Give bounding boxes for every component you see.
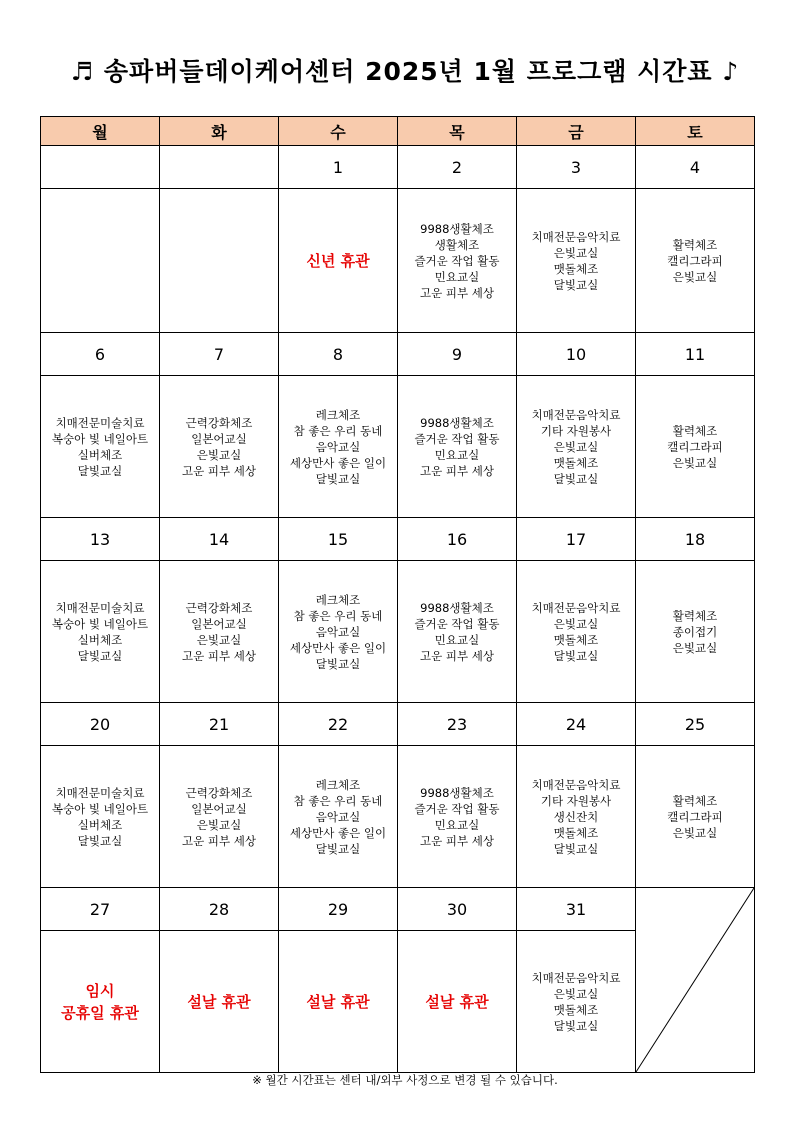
date-cell: 28 [160,888,279,931]
program-row [41,561,755,703]
closure-label: 설날 휴관 [425,992,489,1011]
program-cell [41,746,160,888]
program-item: 치매전문음악치료 [531,407,621,422]
date-cell: 4 [636,146,755,189]
program-item: 맷돌체조 [553,1002,599,1017]
program-item: 레크체조 [315,407,361,422]
program-item: 은빛교실 [553,439,599,454]
program-item: 음악교실 [315,439,361,454]
date-row [41,703,755,746]
program-item: 9988생활체조 [420,221,494,236]
program-cell [517,376,636,518]
program-item: 민요교실 [434,632,480,647]
program-item: 치매전문음악치료 [531,777,621,792]
program-item: 즐거운 작업 활동 [414,253,500,268]
program-item: 즐거운 작업 활동 [414,616,500,631]
program-item: 은빛교실 [196,447,242,462]
program-cell [636,189,755,333]
program-cell [41,189,160,333]
program-item: 치매전문음악치료 [531,970,621,985]
date-cell: 17 [517,518,636,561]
program-cell [279,376,398,518]
program-item: 실버체조 [77,632,123,647]
program-cell [41,561,160,703]
program-item: 고운 피부 세상 [420,463,494,478]
date-cell: 23 [398,703,517,746]
program-item: 참 좋은 우리 동네 [293,793,383,808]
program-item: 캘리그라피 [667,809,723,824]
program-cell [636,376,755,518]
date-cell: 13 [41,518,160,561]
program-item: 9988생활체조 [420,785,494,800]
program-cell [398,561,517,703]
closure-cell [279,931,398,1073]
closure-label: 설날 휴관 [306,992,370,1011]
program-cell [160,561,279,703]
program-item: 참 좋은 우리 동네 [293,423,383,438]
program-cell [517,746,636,888]
program-item: 은빛교실 [553,986,599,1001]
program-item: 은빛교실 [553,245,599,260]
date-row [41,146,755,189]
program-cell [279,561,398,703]
program-item: 근력강화체조 [185,415,253,430]
program-item: 치매전문음악치료 [531,600,621,615]
date-cell: 31 [517,888,636,931]
program-cell [398,189,517,333]
program-item: 근력강화체조 [185,785,253,800]
program-cell [517,561,636,703]
date-cell: 9 [398,333,517,376]
program-item: 세상만사 좋은 일이 [289,455,387,470]
program-item: 고운 피부 세상 [420,285,494,300]
date-cell: 10 [517,333,636,376]
program-item: 은빛교실 [196,817,242,832]
program-cell [160,376,279,518]
date-cell: 15 [279,518,398,561]
program-item: 맷돌체조 [553,825,599,840]
program-item: 고운 피부 세상 [182,463,256,478]
date-cell: 20 [41,703,160,746]
program-item: 고운 피부 세상 [182,648,256,663]
date-cell: 7 [160,333,279,376]
program-item: 달빛교실 [553,648,599,663]
program-item: 달빛교실 [315,656,361,671]
program-item: 은빛교실 [672,269,718,284]
program-item: 은빛교실 [672,455,718,470]
program-item: 생신잔치 [553,809,599,824]
program-item: 민요교실 [434,269,480,284]
program-item: 근력강화체조 [185,600,253,615]
weekday-header: 금 [517,117,636,146]
date-cell: 6 [41,333,160,376]
schedule-table [40,116,755,1073]
date-cell: 14 [160,518,279,561]
program-item: 캘리그라피 [667,253,723,268]
program-cell [398,376,517,518]
program-item: 활력체조 [672,423,718,438]
program-item: 달빛교실 [553,841,599,856]
program-cell [160,746,279,888]
closure-label: 설날 휴관 [187,992,251,1011]
program-item: 기타 자원봉사 [540,423,612,438]
page-title: ♬ 송파버들데이케어센터 2025년 1월 프로그램 시간표 ♪ [70,57,740,86]
date-cell: 18 [636,518,755,561]
program-item: 활력체조 [672,608,718,623]
closure-label: 임시 [85,981,115,1000]
program-item: 생활체조 [434,237,480,252]
program-cell [636,746,755,888]
date-cell: 29 [279,888,398,931]
date-cell: 8 [279,333,398,376]
program-item: 일본어교실 [191,801,247,816]
closure-label: 공휴일 휴관 [61,1003,139,1022]
program-cell [160,189,279,333]
closure-cell [398,931,517,1073]
program-item: 실버체조 [77,447,123,462]
program-item: 은빛교실 [196,632,242,647]
program-cell [279,746,398,888]
program-cell [636,561,755,703]
program-item: 즐거운 작업 활동 [414,801,500,816]
date-row [41,518,755,561]
program-cell [41,376,160,518]
program-item: 복숭아 빛 네일아트 [51,616,149,631]
program-item: 레크체조 [315,592,361,607]
program-item: 고운 피부 세상 [182,833,256,848]
date-row [41,333,755,376]
date-cell: 21 [160,703,279,746]
program-cell [517,189,636,333]
program-item: 9988생활체조 [420,600,494,615]
program-item: 달빛교실 [553,471,599,486]
program-item: 달빛교실 [77,463,123,478]
program-cell [398,746,517,888]
program-item: 복숭아 빛 네일아트 [51,431,149,446]
weekday-header-row [41,117,755,146]
weekday-header: 수 [279,117,398,146]
program-item: 맷돌체조 [553,261,599,276]
closure-cell [279,189,398,333]
program-item: 일본어교실 [191,616,247,631]
date-row [41,888,755,931]
date-cell: 1 [279,146,398,189]
program-item: 복숭아 빛 네일아트 [51,801,149,816]
program-item: 활력체조 [672,237,718,252]
program-item: 치매전문미술치료 [55,785,145,800]
program-row [41,189,755,333]
program-item: 민요교실 [434,817,480,832]
program-item: 은빛교실 [672,825,718,840]
program-item: 즐거운 작업 활동 [414,431,500,446]
program-item: 활력체조 [672,793,718,808]
program-cell [517,931,636,1073]
footnote: ※ 월간 시간표는 센터 내/외부 사정으로 변경 될 수 있습니다. [252,1073,558,1087]
date-cell: 27 [41,888,160,931]
program-item: 고운 피부 세상 [420,648,494,663]
program-item: 종이접기 [672,624,718,639]
weekday-header: 월 [41,117,160,146]
date-cell [41,146,160,189]
date-cell: 24 [517,703,636,746]
program-item: 치매전문미술치료 [55,415,145,430]
program-item: 은빛교실 [672,640,718,655]
date-cell: 2 [398,146,517,189]
closure-cell [41,931,160,1073]
program-item: 세상만사 좋은 일이 [289,640,387,655]
program-item: 음악교실 [315,809,361,824]
program-item: 일본어교실 [191,431,247,446]
program-row [41,746,755,888]
date-cell: 22 [279,703,398,746]
date-cell [160,146,279,189]
date-cell: 3 [517,146,636,189]
empty-cell [636,888,755,1073]
program-item: 달빛교실 [553,1018,599,1033]
program-item: 세상만사 좋은 일이 [289,825,387,840]
program-item: 민요교실 [434,447,480,462]
weekday-header: 목 [398,117,517,146]
program-row [41,376,755,518]
program-item: 캘리그라피 [667,439,723,454]
program-item: 맷돌체조 [553,632,599,647]
program-item: 고운 피부 세상 [420,833,494,848]
program-item: 달빛교실 [315,471,361,486]
program-item: 치매전문미술치료 [55,600,145,615]
program-item: 치매전문음악치료 [531,229,621,244]
closure-cell [160,931,279,1073]
program-item: 맷돌체조 [553,455,599,470]
program-item: 달빛교실 [553,277,599,292]
date-cell: 25 [636,703,755,746]
program-item: 9988생활체조 [420,415,494,430]
weekday-header: 토 [636,117,755,146]
weekday-header: 화 [160,117,279,146]
program-item: 실버체조 [77,817,123,832]
program-item: 달빛교실 [77,833,123,848]
program-item: 달빛교실 [315,841,361,856]
program-item: 참 좋은 우리 동네 [293,608,383,623]
date-cell: 30 [398,888,517,931]
date-cell: 16 [398,518,517,561]
program-item: 레크체조 [315,777,361,792]
program-item: 기타 자원봉사 [540,793,612,808]
date-cell: 11 [636,333,755,376]
program-item: 은빛교실 [553,616,599,631]
closure-label: 신년 휴관 [306,251,370,270]
program-item: 달빛교실 [77,648,123,663]
program-item: 음악교실 [315,624,361,639]
